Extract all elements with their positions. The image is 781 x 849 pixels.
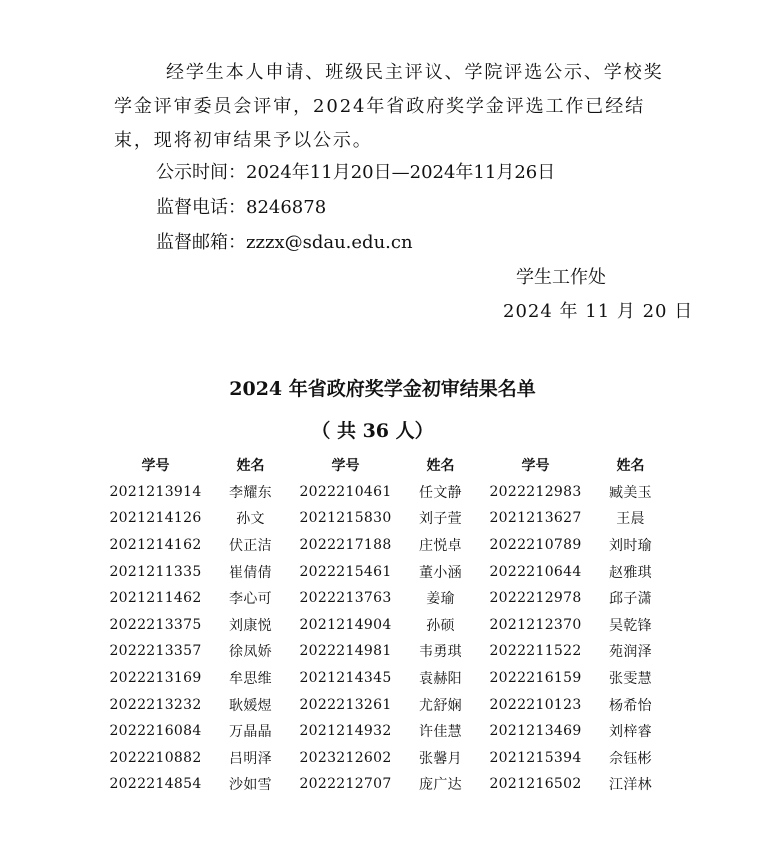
- result-table: [108, 452, 678, 798]
- column-header-name: 姓名: [616, 458, 645, 475]
- supervision-phone: 监督电话：8246878: [156, 197, 327, 218]
- student-id-cell: 2022215461: [299, 563, 392, 580]
- student-id-cell: 2021211462: [109, 590, 202, 607]
- student-name-cell: 王晨: [616, 511, 645, 528]
- student-id-cell: 2022216084: [109, 723, 202, 740]
- student-name-cell: 孙硕: [426, 617, 455, 634]
- student-id-cell: 2022210644: [489, 563, 582, 580]
- column-header-student-id: 学号: [331, 458, 360, 475]
- student-id-cell: 2021212370: [489, 616, 582, 633]
- student-name-cell: 孙文: [236, 511, 265, 528]
- student-id-cell: 2022210461: [299, 483, 392, 500]
- student-name-cell: 张馨月: [419, 750, 462, 767]
- student-name-cell: 伏正洁: [229, 538, 272, 555]
- student-id-cell: 2022213261: [299, 696, 392, 713]
- student-id-cell: 2022214981: [299, 643, 392, 660]
- supervision-email: 监督邮箱：zzzx@sdau.edu.cn: [156, 232, 413, 253]
- publicity-period: 公示时间：2024年11月20日—2024年11月26日: [156, 162, 556, 183]
- student-id-cell: 2022210123: [489, 696, 582, 713]
- table-row: [108, 718, 678, 745]
- student-id-cell: 2022210789: [489, 537, 582, 554]
- student-name-cell: 李心可: [229, 591, 272, 608]
- table-row: [108, 665, 678, 692]
- student-id-cell: 2021214932: [299, 723, 392, 740]
- table-row: [108, 532, 678, 559]
- student-name-cell: 沙如雪: [229, 777, 272, 794]
- student-name-cell: 牟思维: [229, 671, 272, 688]
- column-header-name: 姓名: [426, 458, 455, 475]
- table-row: [108, 505, 678, 532]
- table-row: [108, 771, 678, 798]
- student-id-cell: 2021213914: [109, 483, 202, 500]
- column-header-name: 姓名: [236, 458, 265, 475]
- student-id-cell: 2021214904: [299, 616, 392, 633]
- student-name-cell: 张雯慧: [609, 671, 652, 688]
- table-row: [108, 745, 678, 772]
- student-id-cell: 2021211335: [109, 563, 202, 580]
- student-name-cell: 佘钰彬: [609, 750, 652, 767]
- student-id-cell: 2021213469: [489, 723, 582, 740]
- student-id-cell: 2022212707: [299, 776, 392, 793]
- student-id-cell: 2021213627: [489, 510, 582, 527]
- student-name-cell: 刘梓睿: [609, 724, 652, 741]
- student-name-cell: 任文静: [419, 484, 462, 501]
- student-name-cell: 姜瑜: [426, 591, 455, 608]
- student-id-cell: 2021214126: [109, 510, 202, 527]
- student-name-cell: 邱子潇: [609, 591, 652, 608]
- student-id-cell: 2022213763: [299, 590, 392, 607]
- table-row: [108, 638, 678, 665]
- column-header-student-id: 学号: [521, 458, 550, 475]
- student-id-cell: 2022212978: [489, 590, 582, 607]
- student-id-cell: 2022216159: [489, 670, 582, 687]
- student-name-cell: 赵雅琪: [609, 564, 652, 581]
- table-row: [108, 612, 678, 639]
- student-id-cell: 2021214162: [109, 537, 202, 554]
- student-id-cell: 2023212602: [299, 749, 392, 766]
- student-name-cell: 崔倩倩: [229, 564, 272, 581]
- student-id-cell: 2021214345: [299, 670, 392, 687]
- student-name-cell: 耿媛煜: [229, 697, 272, 714]
- student-id-cell: 2022210882: [109, 749, 202, 766]
- issue-date: 2024 年 11 月 20 日: [503, 301, 694, 322]
- notice-paragraph: 经学生本人申请、班级民主评议、学院评选公示、学校奖学金评审委员会评审，2024年省政府奖学金评选工作已经结束，现将初审结果予以公示。: [114, 62, 664, 151]
- list-title: 2024 年省政府奖学金初审结果名单: [229, 378, 536, 400]
- student-name-cell: 许佳慧: [419, 724, 462, 741]
- student-name-cell: 江洋林: [609, 777, 652, 794]
- student-name-cell: 董小涵: [419, 564, 462, 581]
- table-row: [108, 558, 678, 585]
- issuing-department: 学生工作处: [516, 267, 606, 288]
- student-id-cell: 2022212983: [489, 483, 582, 500]
- student-name-cell: 刘康悦: [229, 617, 272, 634]
- student-name-cell: 万晶晶: [229, 724, 272, 741]
- table-body: [108, 479, 678, 798]
- student-name-cell: 臧美玉: [609, 484, 652, 501]
- student-name-cell: 袁赫阳: [419, 671, 462, 688]
- table-row: [108, 691, 678, 718]
- student-name-cell: 刘时瑜: [609, 538, 652, 555]
- student-name-cell: 苑润泽: [609, 644, 652, 661]
- student-name-cell: 庄悦卓: [419, 538, 462, 555]
- student-name-cell: 尤舒娴: [419, 697, 462, 714]
- student-id-cell: 2022211522: [489, 643, 582, 660]
- table-row: [108, 585, 678, 612]
- student-id-cell: 2021216502: [489, 776, 582, 793]
- student-name-cell: 吴乾锋: [609, 617, 652, 634]
- student-id-cell: 2021215830: [299, 510, 392, 527]
- student-id-cell: 2022217188: [299, 537, 392, 554]
- list-subtitle: （ 共 36 人）: [311, 420, 434, 442]
- student-name-cell: 徐凤娇: [229, 644, 272, 661]
- student-name-cell: 刘子萱: [419, 511, 462, 528]
- table-header-row: [108, 452, 678, 479]
- student-id-cell: 2021215394: [489, 749, 582, 766]
- column-header-student-id: 学号: [141, 458, 170, 475]
- student-id-cell: 2022213375: [109, 616, 202, 633]
- student-name-cell: 韦勇琪: [419, 644, 462, 661]
- student-name-cell: 吕明泽: [229, 750, 272, 767]
- student-id-cell: 2022214854: [109, 776, 202, 793]
- table-row: [108, 479, 678, 506]
- student-name-cell: 杨希怡: [609, 697, 652, 714]
- student-name-cell: 庞广达: [419, 777, 462, 794]
- student-id-cell: 2022213232: [109, 696, 202, 713]
- student-id-cell: 2022213357: [109, 643, 202, 660]
- student-name-cell: 李耀东: [229, 484, 272, 501]
- student-id-cell: 2022213169: [109, 670, 202, 687]
